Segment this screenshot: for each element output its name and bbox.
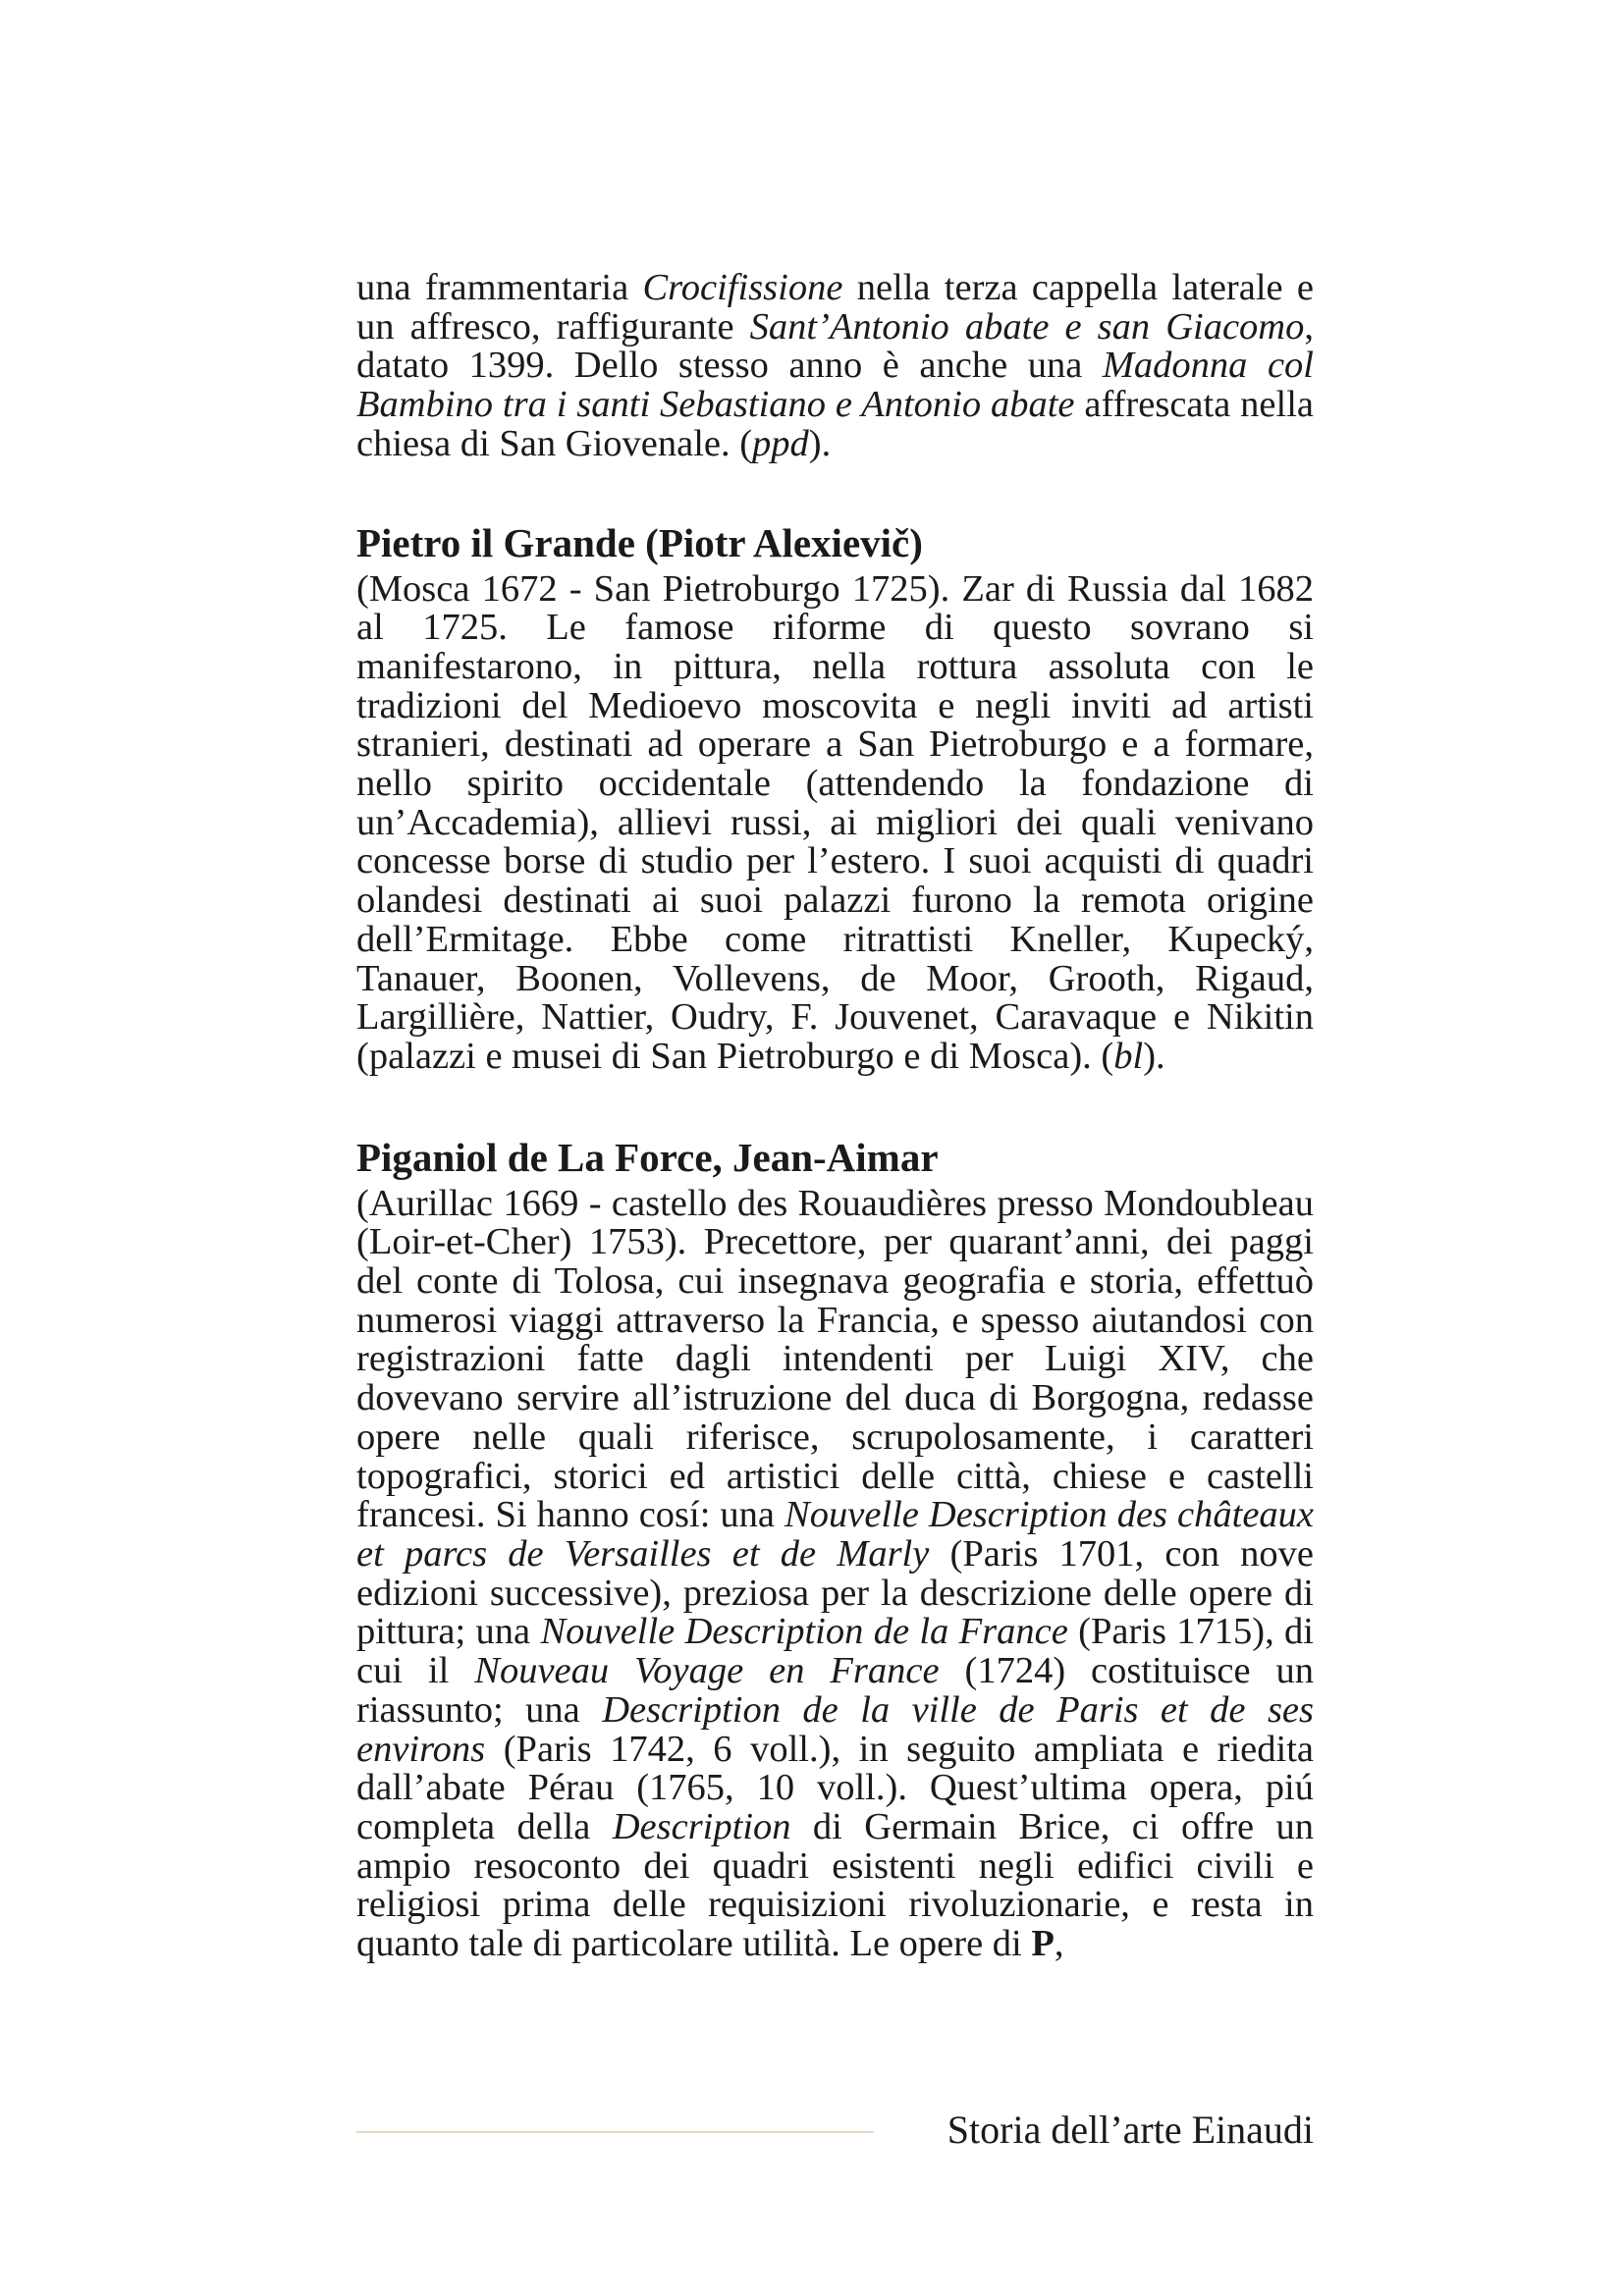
text-run: (Paris 1742, 6 voll.), in seguito ampliata e riedita dall’abate Pérau (1765, 10 voll.). Quest’ultima opera, piú completa della xyxy=(356,1728,1314,1847)
text-run: (Paris 1701, con nove edizioni successive), preziosa per la descrizione delle opere di pittura; una xyxy=(356,1532,1314,1653)
text-run: , xyxy=(1054,1923,1064,1965)
book-title: Nouveau Voyage en France xyxy=(474,1650,940,1692)
text-run: (1724) costituisce un riassunto; una xyxy=(356,1650,1314,1731)
page-footer xyxy=(356,2101,1314,2160)
entry-body xyxy=(356,567,1314,1077)
text-run: affrescata nella chiesa di San Giovenale. ( xyxy=(356,384,1314,464)
text-run: una frammentaria xyxy=(356,267,643,308)
intro-paragraph xyxy=(356,269,1314,464)
author-initials: ppd xyxy=(752,422,809,464)
text-run: (Mosca 1672 - San Pietroburgo 1725). Zar di Russia dal 1682 al 1725. Le famose riforme di questo sovrano si manifestarono, in pittura, nella rottura assoluta con le tradizioni del Medioevo moscovita e negli inviti ad artisti stranieri, destinati ad operare a San Pietroburgo e a formare, nello spirito occidentale (attendendo la fondazione di un’Accademia), allievi russi, ai migliori dei quali venivano concesse borse di studio per l’estero. I suoi acquisti di quadri olandesi destinati ai suoi palazzi furono la remota origine dell’Ermitage. Ebbe come ritrattisti Kneller, Kupecký, Tanauer, Boonen, Vollevens, de Moor, Grooth, Rigaud, Largillière, Nattier, Oudry, F. Jouvenet, Caravaque e Nikitin (palazzi e musei di San Pietroburgo e di Mosca). ( xyxy=(356,567,1314,1077)
text-run: ). xyxy=(808,422,832,464)
text-run: (Paris 1715), di cui il xyxy=(356,1611,1314,1692)
book-title: Nouvelle Description de la France xyxy=(540,1611,1068,1653)
page-body xyxy=(356,269,1314,1964)
entry-heading: Piganiol de La Force, Jean-Aimar xyxy=(356,1134,939,1180)
entry-body xyxy=(356,1182,1314,1965)
footer-publication-title: Storia dell’arte Einaudi xyxy=(947,2108,1314,2152)
artwork-title: Crocifissione xyxy=(642,267,843,308)
entry-heading: Pietro il Grande (Piotr Alexievič) xyxy=(356,519,923,565)
text-run: di Germain Brice, ci offre un ampio resoconto dei quadri esistenti negli edifici civili e religiosi prima delle requisizioni rivoluzionarie, e resta in quanto tale di particolare utilità. Le opere di xyxy=(356,1805,1314,1965)
text-run: ). xyxy=(1143,1035,1165,1077)
book-title: Description xyxy=(612,1805,791,1847)
artwork-title: Sant’Antonio abate e san Giacomo xyxy=(749,305,1305,347)
footer-divider xyxy=(356,2131,874,2133)
text-run: (Aurillac 1669 - castello des Rouaudières presso Mondoubleau (Loir-et-Cher) 1753). Precettore, per quarant’anni, dei paggi del conte di Tolosa, cui insegnava geografia e storia, effettuò numerosi viaggi attraverso la Francia, e spesso aiutandosi con registrazioni fatte dagli intendenti per Luigi XIV, che dovevano servire all’istruzione del duca di Borgogna, redasse opere nelle quali riferisce, scrupolosamente, i caratteri topografici, storici ed artistici delle città, chiese e castelli francesi. Si hanno cosí: una xyxy=(356,1182,1314,1536)
book-title: Description de la ville de Paris et de ses environs xyxy=(356,1688,1314,1770)
book-title: Nouvelle Description des châteaux et parcs de Versailles et de Marly xyxy=(356,1494,1314,1575)
text-run: nella terza cappella laterale e un affresco, raffigurante xyxy=(356,267,1314,347)
subject-abbreviation: P xyxy=(1031,1923,1055,1965)
author-initials: bl xyxy=(1113,1035,1144,1077)
entry-piganiol-de-la-force xyxy=(356,1134,1314,1964)
text-run: , datato 1399. Dello stesso anno è anche una xyxy=(356,305,1314,387)
entry-pietro-il-grande xyxy=(356,519,1314,1077)
artwork-title: Madonna col Bambino tra i santi Sebastiano e Antonio abate xyxy=(356,345,1314,426)
